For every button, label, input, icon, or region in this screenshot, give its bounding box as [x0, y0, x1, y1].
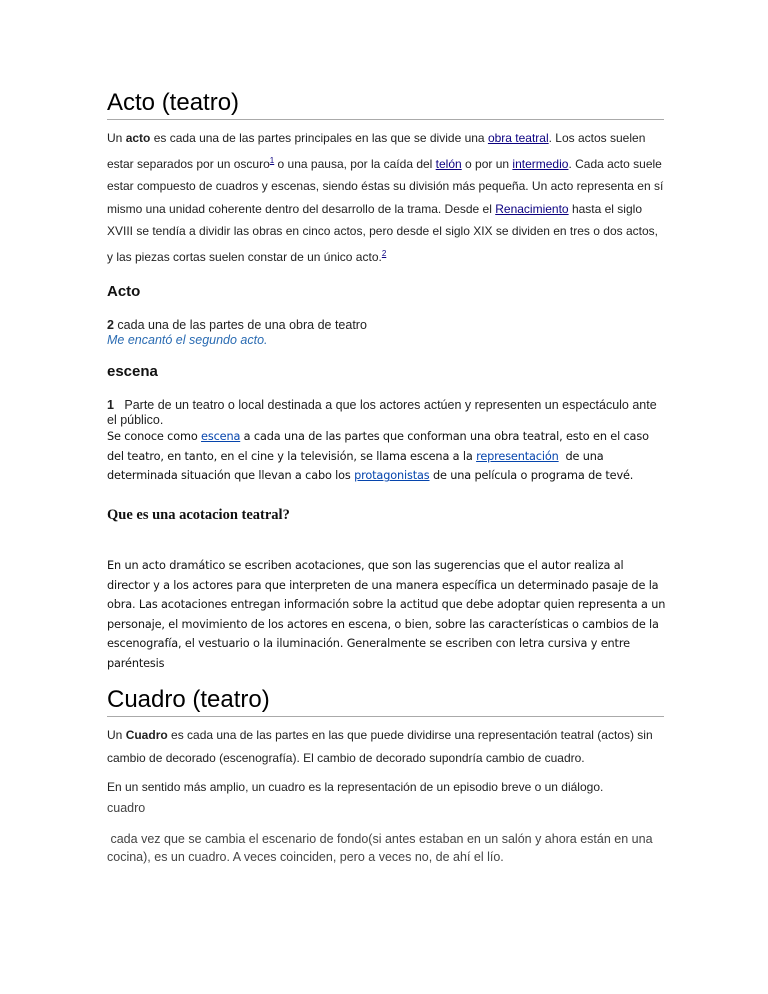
text-run: Un: [107, 131, 126, 145]
text-run: o por un: [461, 156, 513, 171]
reference-link-2[interactable]: 2: [381, 248, 387, 258]
text-run: o una pausa, por la caída del: [274, 156, 436, 171]
text-run: es cada una de las partes en las que puede dividirse una representación teatral (actos) sin cambio de decorado (escenografía). El cambio de decorado supondría cambio de cuadro.: [107, 728, 653, 765]
acotacion-answer-paragraph: En un acto dramático se escriben acotaciones, que son las sugerencias que el autor realiza al director y a los actores para que interpreten de una manera específica un determinado pasaje de la obra. Las acotaciones entregan información sobre la actitud que debe adoptar quien representa a un personaje, el movimiento de los actores en escena, o bien, sobre las características o cambios de la escenografía, el vestuario o la iluminación. Generalmente se escriben con letra cursiva y entre paréntesis: [107, 559, 666, 670]
reference-link-1[interactable]: 1: [269, 155, 275, 165]
sense-number: 2: [107, 318, 114, 332]
dictionary-heading-escena: escena: [107, 363, 158, 380]
text-run: de una película o programa de tevé.: [429, 469, 634, 483]
link-representacion[interactable]: representación: [476, 449, 559, 463]
cuadro-explanation-paragraph: cada vez que se cambia el escenario de fondo(si antes estaban en un salón y ahora están en una cocina), es un cuadro. A veces coinciden, pero a veces no, de ahí el lío.: [107, 832, 657, 864]
bold-term-cuadro: Cuadro: [125, 728, 168, 742]
article-title-acto: Acto (teatro): [107, 89, 664, 120]
text-run: Se conoce como: [107, 430, 202, 443]
dictionary-definition-escena: [107, 398, 667, 428]
link-telon[interactable]: telón: [435, 156, 462, 171]
text-run: a cada una de las partes que conforman una obra teatral, esto en el caso del teatro, en tanto, en el cine y la televisión, se llama escena a la: [107, 430, 649, 463]
cuadro-term-label: cuadro: [107, 801, 146, 815]
link-renacimiento[interactable]: Renacimiento: [495, 201, 569, 216]
cuadro-broad-sense-paragraph: En un sentido más amplio, un cuadro es la representación de un episodio breve o un diálogo.: [107, 780, 604, 794]
text-run: Un: [107, 728, 126, 742]
question-heading-acotacion: Que es una acotacion teatral?: [107, 507, 290, 523]
definition-text: cada una de las partes de una obra de teatro: [113, 318, 367, 332]
cuadro-definition-paragraph: [107, 724, 664, 769]
acto-intro-paragraph: [107, 127, 664, 269]
usage-example: Me encantó el segundo acto.: [107, 333, 268, 347]
bold-term-acto: acto: [125, 131, 151, 145]
sense-number: 1: [107, 398, 114, 412]
text-run: es cada una de las partes principales en las que se divide una: [150, 131, 488, 145]
link-protagonistas[interactable]: protagonistas: [354, 469, 430, 483]
article-title-cuadro: Cuadro (teatro): [107, 686, 664, 717]
dictionary-definition-acto: [107, 318, 667, 348]
text-run: . Cada acto suele estar compuesto de cuadros y escenas, siendo éstas su división más pequeña. Un acto representa en sí mismo una unidad coherente dentro del desarrollo de la trama. Desde el: [107, 156, 664, 216]
dictionary-heading-acto: Acto: [107, 283, 141, 300]
escena-explanation-paragraph: [107, 427, 667, 486]
link-intermedio[interactable]: intermedio: [512, 156, 569, 171]
text-run: hasta el siglo XVIII se tendía a dividir las obras en cinco actos, pero desde el siglo XIX se dividen en tres o dos actos, y las piezas cortas suelen constar de un único acto.: [107, 201, 658, 264]
link-escena[interactable]: escena: [201, 430, 241, 443]
text-run: . Los actos suelen estar separados por un oscuro: [107, 131, 646, 171]
text-run: de una determinada situación que llevan a cabo los: [107, 449, 608, 483]
link-obra-teatral[interactable]: obra teatral: [487, 131, 549, 145]
definition-text: Parte de un teatro o local destinada a que los actores actúen y representen un espectáculo ante el público.: [107, 398, 661, 427]
